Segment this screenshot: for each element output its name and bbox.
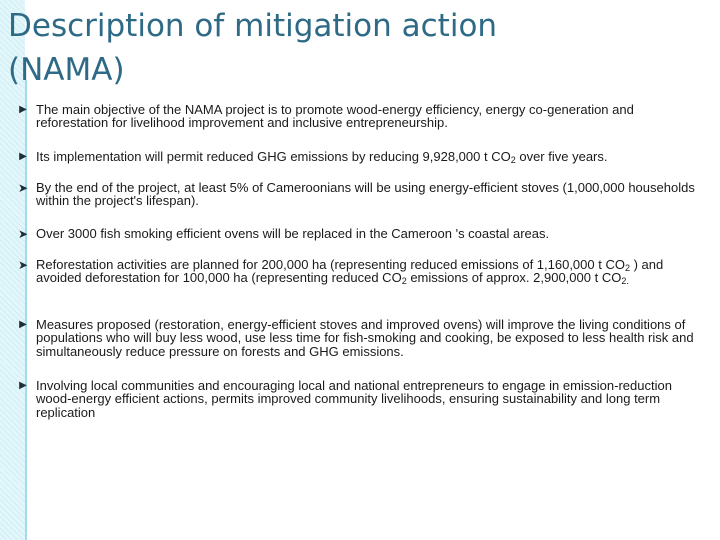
bullet-text: Involving local communities and encouraging local and national entrepreneurs to engage in emission-reduction wood-energy efficient actions, permits improved community livelihoods, ensuring sustainability and long term replication: [36, 378, 672, 420]
bullet-text-part: Its implementation will permit reduced GHG emissions by reducing 9,928,000 t CO: [36, 149, 511, 164]
arrow-bullet-icon: ➤: [17, 181, 29, 195]
triangle-bullet-icon: ▶: [19, 319, 27, 330]
bullet-text: Over 3000 fish smoking efficient ovens will be replaced in the Cameroon 's coastal areas.: [36, 226, 550, 241]
subscript: 2: [624, 263, 630, 273]
bullet-text: By the end of the project, at least 5% of Cameroonians will be using energy-efficient stoves (1,000,000 households within the project's lifespan).: [36, 180, 695, 209]
triangle-bullet-icon: ▶: [19, 380, 27, 391]
bullet-text-part: over five years.: [515, 149, 608, 164]
subscript: 2.: [621, 276, 629, 287]
arrow-bullet-icon: ➤: [17, 227, 29, 241]
arrow-bullet-icon: ➤: [17, 258, 29, 272]
slide-title-line-1: Description of mitigation action: [8, 8, 498, 44]
bullet-text: [36, 258, 708, 285]
bullet-text: The main objective of the NAMA project is to promote wood-energy efficiency, energy co-generation and reforestation for livelihood improvement and inclusive entrepreneurship.: [36, 102, 634, 131]
bullet-text: Measures proposed (restoration, energy-efficient stoves and improved ovens) will improve the living conditions of populations who will buy less wood, use less time for fish-smoking and cooking, be exposed to less health risk and simultaneously reduce pressure on forests and GHG emissions.: [36, 317, 694, 359]
bullet-text-part: Reforestation activities are planned for 200,000 ha (representing reduced emissions of 1,160,000 t CO: [36, 257, 625, 272]
slide-title-line-2: (NAMA): [8, 52, 125, 88]
bullet-text: [36, 150, 708, 163]
bullet-text-part: ) and avoided deforestation for 100,000 ha (representing reduced CO: [36, 257, 664, 286]
triangle-bullet-icon: ▶: [19, 151, 27, 162]
bullet-text-part: emissions of approx. 2,900,000 t CO: [406, 270, 622, 286]
subscript: 2: [401, 276, 407, 287]
subscript: 2: [510, 155, 516, 165]
triangle-bullet-icon: ▶: [19, 104, 27, 115]
